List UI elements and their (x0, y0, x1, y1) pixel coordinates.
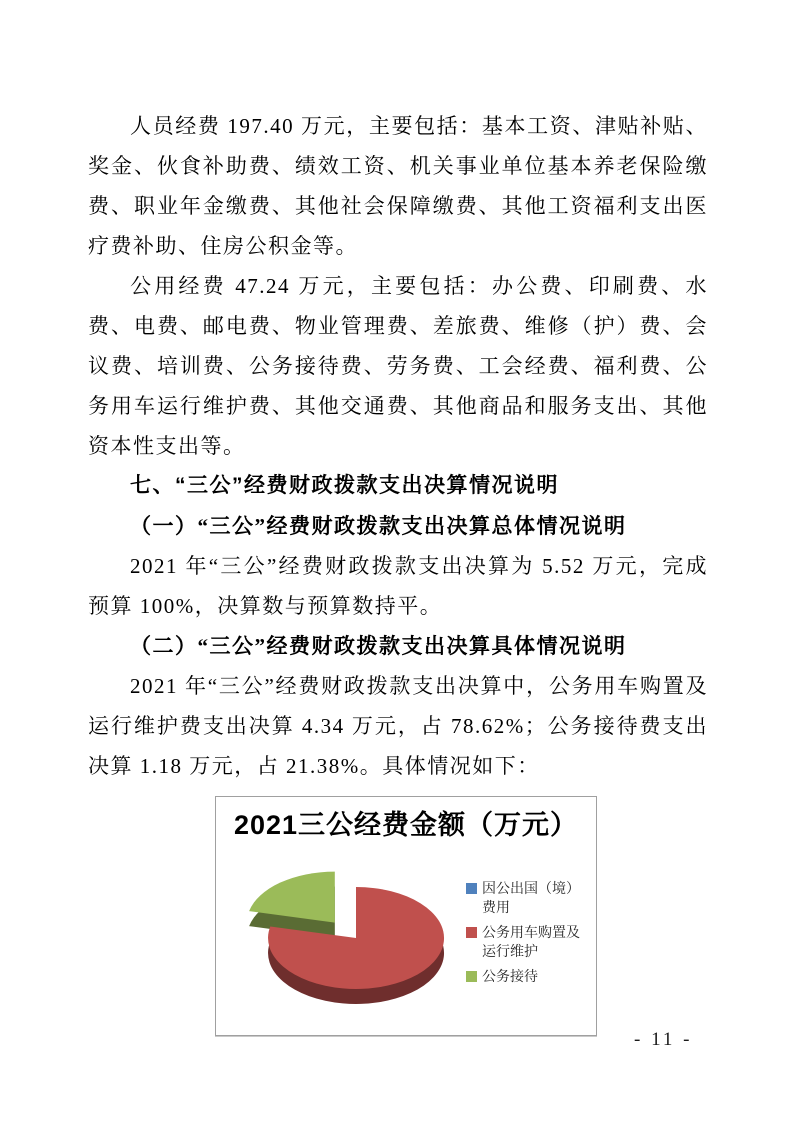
heading-section-seven: 七、“三公”经费财政拨款支出决算情况说明 (130, 474, 559, 497)
document-body (88, 106, 708, 1036)
legend-item-vehicle (466, 923, 592, 961)
chart-title: 2021三公经费金额（万元） (233, 810, 579, 840)
paragraph-public-expense: 公用经费 47.24 万元，主要包括：办公费、印刷费、水费、电费、邮电费、物业管理费、差旅费、维修（护）费、会议费、培训费、公务接待费、劳务费、工会经费、福利费、公务用车运行维护费、其他交通费、其他商品和服务支出、其他资本性支出等。 (88, 274, 708, 458)
legend-item-abroad (466, 879, 592, 917)
legend-swatch-blue-icon (466, 883, 477, 894)
chart-legend (466, 879, 592, 992)
legend-swatch-red-icon (466, 927, 477, 938)
legend-label: 公务接待 (482, 968, 538, 984)
pie-chart-panel (215, 796, 597, 1036)
heading-subsection-two: （二）“三公”经费财政拨款支出决算具体情况说明 (130, 634, 627, 658)
legend-swatch-green-icon (466, 971, 477, 982)
paragraph-detail-situation: 2021 年“三公”经费财政拨款支出决算中，公务用车购置及运行维护费支出决算 4.34 万元，占 78.62%；公务接待费支出决算 1.18 万元，占 21.38%。具体情况如下： (88, 674, 708, 778)
page-number: - 11 - (634, 1029, 693, 1050)
legend-label: 因公出国（境）费用 (482, 880, 580, 915)
legend-label: 公务用车购置及运行维护 (482, 924, 580, 959)
paragraph-personnel-expense: 人员经费 197.40 万元，主要包括：基本工资、津贴补贴、奖金、伙食补助费、绩效工资、机关事业单位基本养老保险缴费、职业年金缴费、其他社会保障缴费、其他工资福利支出医疗费补助、住房公积金等。 (88, 114, 708, 258)
legend-item-reception (466, 967, 592, 986)
heading-subsection-one: （一）“三公”经费财政拨款支出决算总体情况说明 (130, 514, 627, 538)
paragraph-total-situation: 2021 年“三公”经费财政拨款支出决算为 5.52 万元，完成预算 100%，决算数与预算数持平。 (88, 554, 708, 618)
